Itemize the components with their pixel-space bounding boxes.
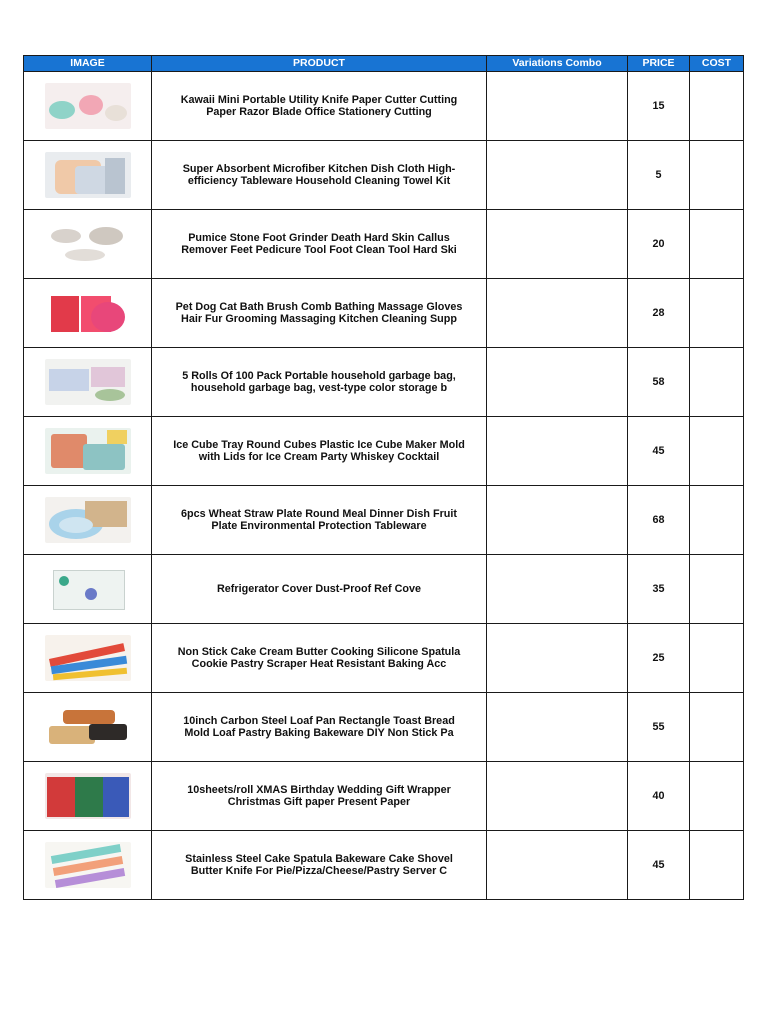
product-name-cell: 6pcs Wheat Straw Plate Round Meal Dinner Dish Fruit Plate Environmental Protection Tableware xyxy=(152,486,487,555)
table-row xyxy=(24,279,744,348)
table-row xyxy=(24,486,744,555)
variations-cell xyxy=(487,348,628,417)
variations-cell xyxy=(487,72,628,141)
variations-cell xyxy=(487,417,628,486)
thumbnail-shape xyxy=(49,101,75,119)
price-cell: 15 xyxy=(628,72,690,141)
thumbnail-shape xyxy=(103,777,129,817)
cost-cell xyxy=(690,417,744,486)
price-cell: 28 xyxy=(628,279,690,348)
price-cell: 58 xyxy=(628,348,690,417)
image-cell xyxy=(24,210,152,279)
price-cell: 20 xyxy=(628,210,690,279)
thumbnail-shape xyxy=(107,430,127,444)
product-thumbnail xyxy=(45,83,131,129)
cost-cell xyxy=(690,72,744,141)
product-thumbnail xyxy=(45,290,131,336)
product-name-cell: Ice Cube Tray Round Cubes Plastic Ice Cube Maker Mold with Lids for Ice Cream Party Whiskey Cocktail xyxy=(152,417,487,486)
thumbnail-shape xyxy=(63,710,115,724)
thumbnail-shape xyxy=(89,227,123,245)
product-thumbnail xyxy=(45,152,131,198)
product-name-cell: Non Stick Cake Cream Butter Cooking Silicone Spatula Cookie Pastry Scraper Heat Resistant Baking Acc xyxy=(152,624,487,693)
thumbnail-shape xyxy=(89,724,127,740)
column-header-product: PRODUCT xyxy=(152,56,487,72)
variations-cell xyxy=(487,279,628,348)
thumbnail-shape xyxy=(105,158,125,194)
thumbnail-shape xyxy=(105,105,127,121)
table-row xyxy=(24,72,744,141)
image-cell xyxy=(24,831,152,900)
variations-cell xyxy=(487,762,628,831)
table-row xyxy=(24,555,744,624)
price-cell: 35 xyxy=(628,555,690,624)
thumbnail-shape xyxy=(59,517,93,533)
price-cell: 45 xyxy=(628,831,690,900)
cost-cell xyxy=(690,693,744,762)
image-cell xyxy=(24,141,152,210)
thumbnail-shape xyxy=(47,777,75,817)
product-thumbnail xyxy=(45,566,131,612)
thumbnail-shape xyxy=(85,588,97,600)
table-row xyxy=(24,417,744,486)
thumbnail-shape xyxy=(95,389,125,401)
cost-cell xyxy=(690,279,744,348)
product-name-cell: Kawaii Mini Portable Utility Knife Paper Cutter Cutting Paper Razor Blade Office Stationery Cutting xyxy=(152,72,487,141)
product-thumbnail xyxy=(45,773,131,819)
image-cell xyxy=(24,348,152,417)
price-cell: 55 xyxy=(628,693,690,762)
product-name-cell: 10sheets/roll XMAS Birthday Wedding Gift Wrapper Christmas Gift paper Present Paper xyxy=(152,762,487,831)
product-name-cell: Refrigerator Cover Dust-Proof Ref Cove xyxy=(152,555,487,624)
variations-cell xyxy=(487,693,628,762)
table-row xyxy=(24,624,744,693)
variations-cell xyxy=(487,210,628,279)
cost-cell xyxy=(690,348,744,417)
price-cell: 5 xyxy=(628,141,690,210)
thumbnail-shape xyxy=(51,229,81,243)
price-cell: 25 xyxy=(628,624,690,693)
image-cell xyxy=(24,417,152,486)
thumbnail-shape xyxy=(49,726,95,744)
price-cell: 45 xyxy=(628,417,690,486)
table-row xyxy=(24,831,744,900)
table-row xyxy=(24,210,744,279)
column-header-price: PRICE xyxy=(628,56,690,72)
cost-cell xyxy=(690,141,744,210)
cost-cell xyxy=(690,210,744,279)
product-thumbnail xyxy=(45,704,131,750)
table-row xyxy=(24,693,744,762)
table-row xyxy=(24,141,744,210)
thumbnail-shape xyxy=(75,777,103,817)
product-name-cell: Pumice Stone Foot Grinder Death Hard Skin Callus Remover Feet Pedicure Tool Foot Clean Tool Hard Ski xyxy=(152,210,487,279)
product-thumbnail xyxy=(45,635,131,681)
product-thumbnail xyxy=(45,842,131,888)
header-row xyxy=(24,56,744,72)
cost-cell xyxy=(690,486,744,555)
cost-cell xyxy=(690,831,744,900)
thumbnail-shape xyxy=(59,576,69,586)
product-name-cell: Super Absorbent Microfiber Kitchen Dish Cloth High- efficiency Tableware Household Cleaning Towel Kit xyxy=(152,141,487,210)
image-cell xyxy=(24,279,152,348)
thumbnail-shape xyxy=(51,296,79,332)
product-name-cell: Pet Dog Cat Bath Brush Comb Bathing Massage Gloves Hair Fur Grooming Massaging Kitchen Cleaning Supp xyxy=(152,279,487,348)
price-cell: 40 xyxy=(628,762,690,831)
variations-cell xyxy=(487,624,628,693)
image-cell xyxy=(24,555,152,624)
table-row xyxy=(24,762,744,831)
image-cell xyxy=(24,762,152,831)
column-header-variations: Variations Combo xyxy=(487,56,628,72)
product-name-cell: 5 Rolls Of 100 Pack Portable household garbage bag, household garbage bag, vest-type color storage b xyxy=(152,348,487,417)
table-row xyxy=(24,348,744,417)
variations-cell xyxy=(487,486,628,555)
product-thumbnail xyxy=(45,359,131,405)
thumbnail-shape xyxy=(83,444,125,470)
table-header xyxy=(24,56,744,72)
product-name-cell: 10inch Carbon Steel Loaf Pan Rectangle Toast Bread Mold Loaf Pastry Baking Bakeware DIY Non Stick Pa xyxy=(152,693,487,762)
thumbnail-shape xyxy=(79,95,103,115)
thumbnail-shape xyxy=(49,369,89,391)
cost-cell xyxy=(690,555,744,624)
variations-cell xyxy=(487,555,628,624)
image-cell xyxy=(24,693,152,762)
product-name-cell: Stainless Steel Cake Spatula Bakeware Cake Shovel Butter Knife For Pie/Pizza/Cheese/Pastry Server C xyxy=(152,831,487,900)
thumbnail-shape xyxy=(51,434,87,468)
product-thumbnail xyxy=(45,221,131,267)
cost-cell xyxy=(690,762,744,831)
variations-cell xyxy=(487,831,628,900)
variations-cell xyxy=(487,141,628,210)
image-cell xyxy=(24,72,152,141)
table-body xyxy=(24,72,744,900)
product-thumbnail xyxy=(45,428,131,474)
image-cell xyxy=(24,624,152,693)
thumbnail-shape xyxy=(65,249,105,261)
thumbnail-shape xyxy=(91,367,125,387)
column-header-image: IMAGE xyxy=(24,56,152,72)
column-header-cost: COST xyxy=(690,56,744,72)
product-thumbnail xyxy=(45,497,131,543)
product-table xyxy=(23,55,744,900)
price-cell: 68 xyxy=(628,486,690,555)
image-cell xyxy=(24,486,152,555)
cost-cell xyxy=(690,624,744,693)
thumbnail-shape xyxy=(91,302,125,332)
